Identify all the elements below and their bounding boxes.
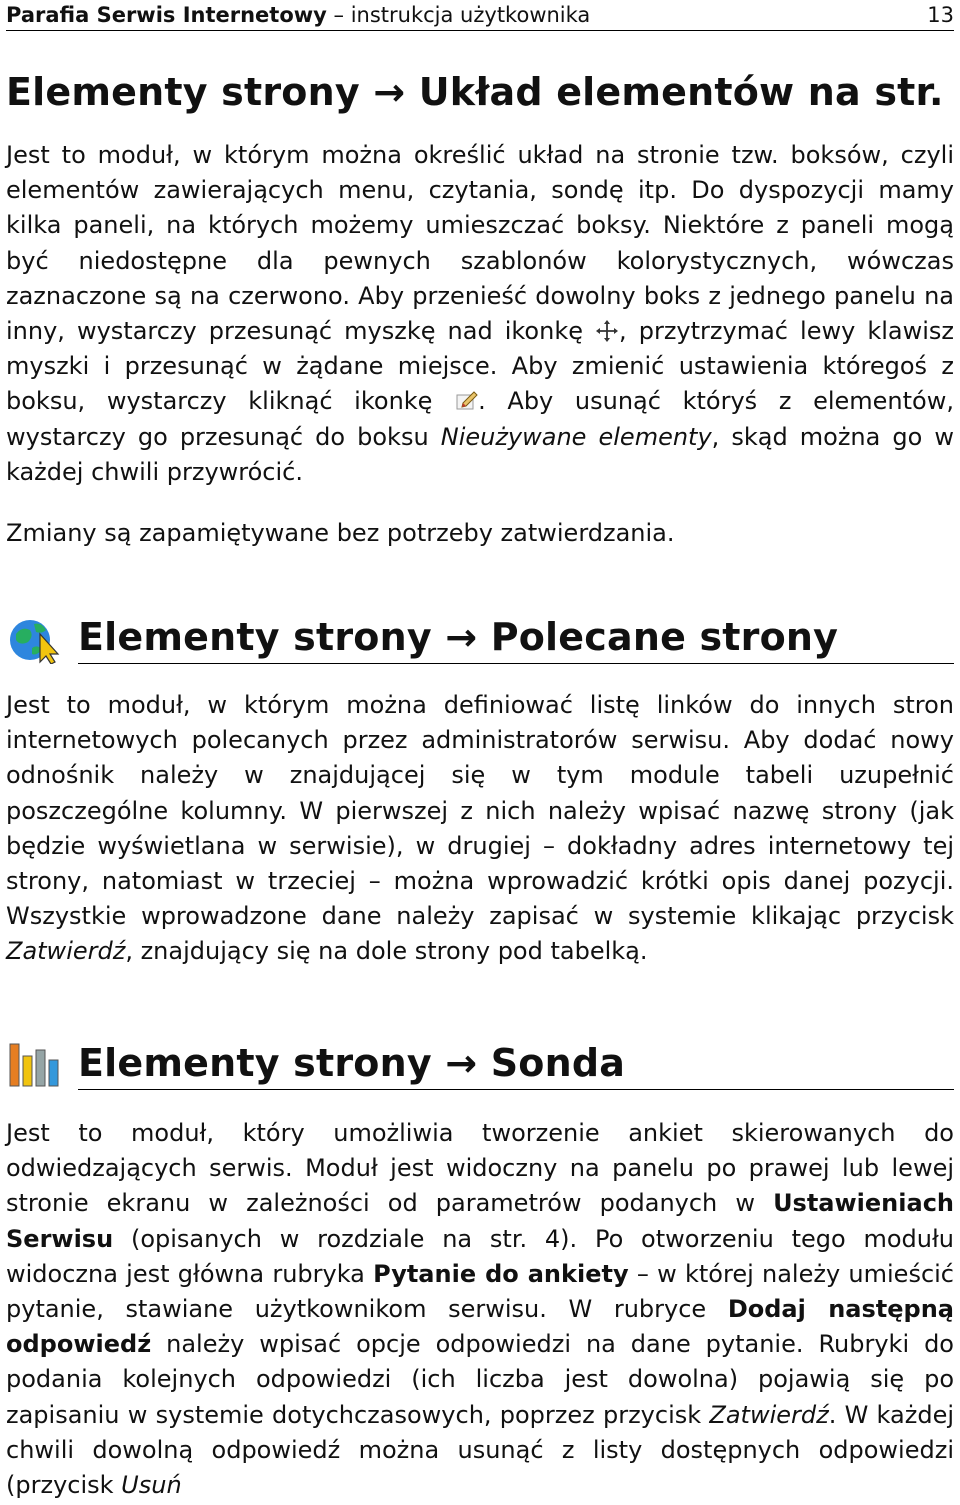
section-sonda (6, 1030, 954, 1503)
poll-chart-icon (6, 1030, 66, 1090)
section-title: Elementy strony → Sonda (78, 1041, 626, 1085)
document-title: Parafia Serwis Internetowy – instrukcja użytkownika (6, 3, 591, 27)
globe-link-icon (6, 604, 66, 664)
section-uklad-elementow (6, 70, 954, 551)
section-paragraph: Jest to moduł, w którym można określić układ na stronie tzw. boksów, czyli elementów zawierających menu, czytania, sondę itp. Do dyspozycji mamy kilka paneli, na których możemy umieszczać boksy. Niektóre z paneli mogą być niedostępne dla pewnych szablonów kolorystycznych, wówczas zaznaczone są na czerwono. Aby przenieść dowolny boks z jednego panelu na inny, wystarczy przesunąć myszkę nad ikonkę , przytrzymać lewy klawisz myszki i przesunąć w żądane miejsce. Aby zmienić ustawienia któregoś z boksu, wystarczy kliknąć ikonkę . Aby usunąć któryś z elementów, wystarczy go przesunąć do boksu Nieużywane elementy, skąd można go w każdej chwili przywrócić. (6, 141, 955, 486)
section-paragraph: Jest to moduł, który umożliwia tworzenie ankiet skierowanych do odwiedzających serwis. Moduł jest widoczny na panelu po prawej lub lewej stronie ekranu w zależności od parametrów podanych w Ustawieniach Serwisu (opisanych w rozdziale na str. 4). Po otworzeniu tego modułu widoczna jest główna rubryka Pytanie do ankiety – w której należy umieścić pytanie, stawiane użytkownikom serwisu. W rubryce Dodaj następną odpowiedź należy wpisać opcje odpowiedzi na dane pytanie. Rubryki do podania kolejnych odpowiedzi (ich liczba jest dowolna) pojawią się po zapisaniu w systemie dotychczasowych, poprzez przycisk Zatwierdź. W każdej chwili dowolną odpowiedź można usunąć z listy dostępnych odpowiedzi (przycisk Usuń (6, 1119, 955, 1500)
section-polecane-strony (6, 604, 954, 970)
section-paragraph: Jest to moduł, w którym można definiować listę linków do innych stron internetowych polecanych przez administratorów serwisu. Aby dodać nowy odnośnik należy w znajdującej się w tym module tabeli uzupełnić poszczególne kolumny. W pierwszej z nich należy wpisać nazwę strony (jak będzie wyświetlana w serwisie), w drugiej – dokładny adres internetowy tej strony, natomiast w trzeciej – można wprowadzić krótki opis danej pozycji. Wszystkie wprowadzone dane należy zapisać w systemie klikając przycisk Zatwierdź, znajdujący się na dole strony pod tabelką. (6, 691, 954, 966)
move-arrows-icon (595, 319, 619, 343)
section-paragraph: Zmiany są zapamiętywane bez potrzeby zatwierdzania. (6, 519, 675, 548)
edit-pencil-icon (454, 389, 478, 413)
section-title: Elementy strony → Polecane strony (78, 615, 839, 659)
page-number: 13 (927, 3, 954, 27)
page-header (6, 0, 954, 31)
section-title: Elementy strony → Układ elementów na str. (6, 70, 944, 114)
